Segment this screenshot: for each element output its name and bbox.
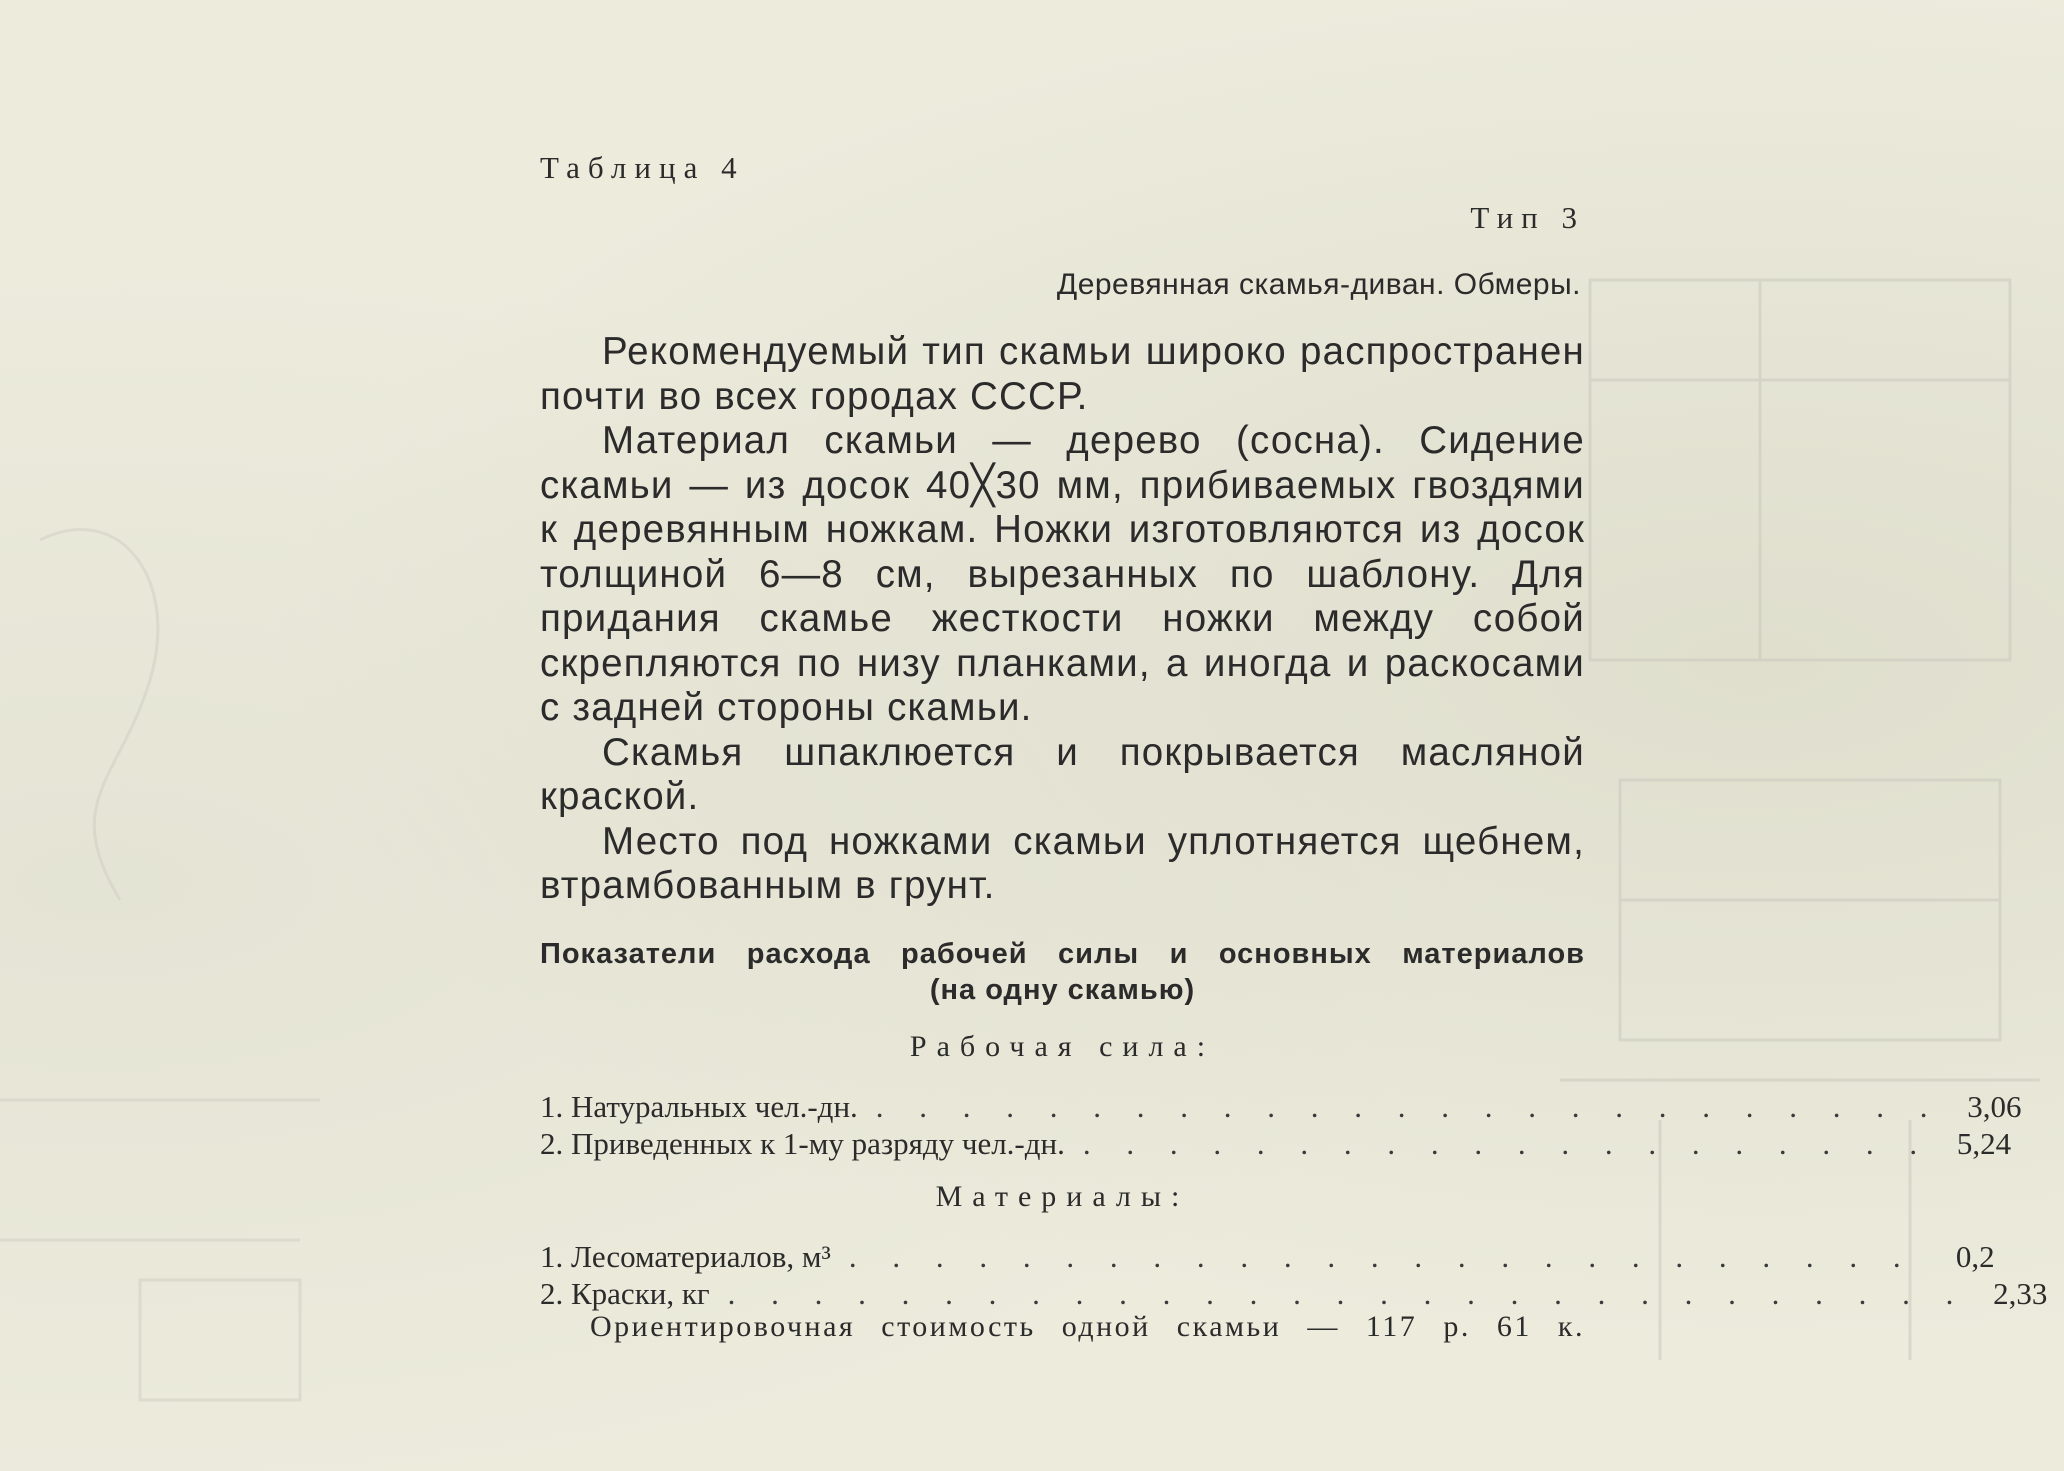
paragraph: Рекомендуемый тип скамьи широко распространен почти во всех городах СССР. [540, 330, 1585, 418]
item-value: 5,24 [1956, 1126, 2012, 1161]
item-name: 2. Приведенных к 1-му разряду чел.-дн. [540, 1126, 1065, 1161]
paragraph: Материал скамьи — дерево (сосна). Сидение скамьи — из досок 40╳30 мм, прибиваемых гвоздями к деревянным ножкам. Ножки изготовляются из досок толщиной 6—8 см, вырезанных по шаблону. Для придания скамье жесткости ножки между собой скрепляются по низу планками, а иногда и раскосами с задней стороны скамьи. [540, 419, 1585, 729]
paragraph: Скамья шпаклюется и покрывается масляной краской. [540, 730, 1585, 818]
estimated-cost: Ориентировочная стоимость одной скамьи — 117 р. 61 к. [590, 1310, 1585, 1343]
list-item [540, 1275, 2048, 1312]
work-force-list [540, 1088, 2022, 1162]
indicators-title-line1: Показатели расхода рабочей силы и основных материалов [540, 938, 1585, 970]
item-name: 2. Краски, кг [540, 1276, 710, 1311]
list-item [540, 1125, 2012, 1162]
bleed-through-drawing-right [1560, 80, 2060, 1380]
materials-label: Материалы: [935, 1180, 1190, 1213]
work-force-label: Рабочая сила: [909, 1030, 1216, 1063]
bleed-through-drawing-left [0, 380, 330, 1430]
table-number-label: Таблица 4 [540, 150, 745, 185]
leader-dots: . . . . . . . . . . . . . . . . . . . . [1082, 1126, 1932, 1161]
section-heading: Деревянная скамья-диван. Обмеры. [1056, 268, 1581, 301]
item-name: 1. Лесоматериалов, м³ [540, 1239, 831, 1274]
list-item [540, 1088, 2022, 1125]
materials-list [540, 1238, 2048, 1312]
leader-dots: . . . . . . . . . . . . . . . . . . . . . . . . . [875, 1089, 1942, 1124]
item-name: 1. Натуральных чел.-дн. [540, 1089, 858, 1124]
list-item [540, 1238, 1995, 1275]
item-value: 0,2 [1955, 1239, 1995, 1274]
leader-dots: . . . . . . . . . . . . . . . . . . . . . . . . . . . . . [727, 1276, 1968, 1311]
paragraph: Место под ножками скамьи уплотняется щебнем, втрамбованным в грунт. [540, 819, 1585, 907]
item-value: 2,33 [1993, 1276, 2048, 1311]
item-value: 3,06 [1967, 1089, 2022, 1124]
body-text [540, 330, 1585, 909]
leader-dots: . . . . . . . . . . . . . . . . . . . . . . . . . [848, 1239, 1915, 1274]
type-label: Тип 3 [1470, 200, 1585, 235]
indicators-title-line2: (на одну скамью) [929, 974, 1196, 1006]
indicators-title [540, 936, 1585, 1008]
